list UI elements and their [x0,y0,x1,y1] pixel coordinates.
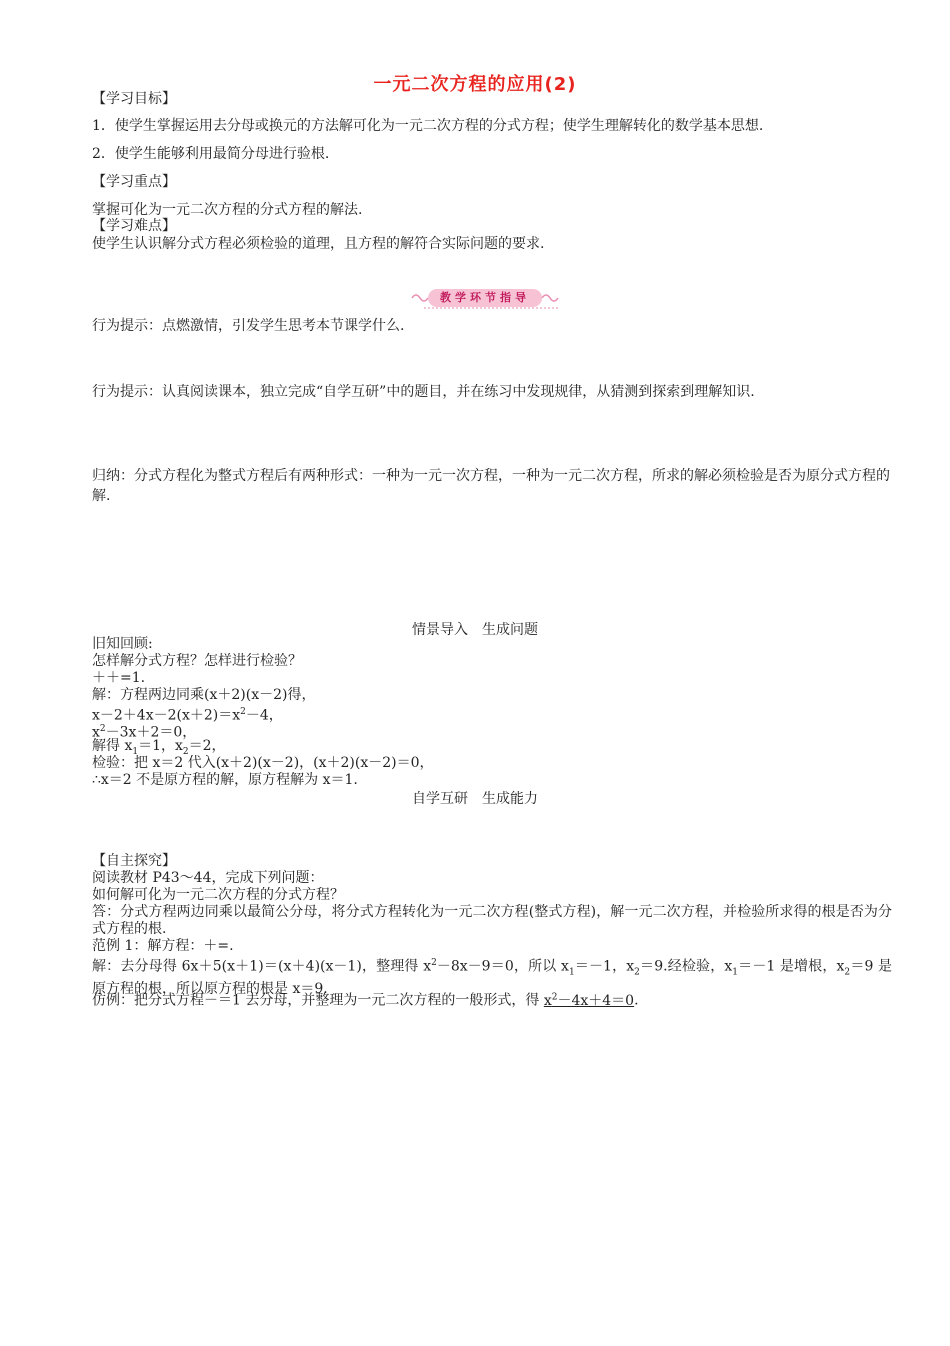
section-heading-study: 自学互研 生成能力 [412,791,538,807]
banner-label: 教学环节指导 [440,291,530,304]
review-solution: 解得 $x_1=1$，$x_2=2$， [92,738,226,757]
review-step-2: $x-2+4x-2(x+2)=x^2-4$， [92,707,283,724]
key-points-text: 掌握可化为一元二次方程的分式方程的解法. [92,202,363,218]
review-step-3: $x^2-3x+2=0$， [92,724,197,741]
review-conclusion: ∴x＝2 不是原方程的解，原方程解为 x＝1. [92,772,358,788]
review-check: 检验：把 x＝2 代入(x＋2)(x－2)，(x＋2)(x－2)＝0， [92,755,434,771]
behavior-hint-1: 行为提示：点燃激情，引发学生思考本节课学什么. [92,318,405,334]
section-banner [410,286,560,310]
self-explore-heading: 【自主探究】 [92,853,176,869]
example-1: 范例 1：解方程：＋=. [92,938,234,954]
difficulty-heading: 【学习难点】 [92,218,176,234]
read-textbook: 阅读教材 P43～44，完成下列问题： [92,870,324,886]
explore-question: 如何解可化为一元二次方程的分式方程？ [92,887,344,903]
summary-text: 归纳：分式方程化为整式方程后有两种形式：一种为一元一次方程，一种为一元二次方程，所求的解必须检验是否为原分式方程的解. [92,468,890,504]
objectives-heading: 【学习目标】 [92,91,176,107]
review-equation: ＋＋=1. [92,670,146,686]
key-points-heading: 【学习重点】 [92,174,176,190]
review-step-1: 解：方程两边同乘(x＋2)(x－2)得， [92,687,316,703]
imitate-example: 仿例：把分式方程－＝1 去分母，并整理为一元二次方程的一般形式，得 $x^2-4x+4=0$. [92,992,639,1009]
review-label: 旧知回顾: [92,636,153,652]
page-title: 一元二次方程的应用(2) [373,74,577,95]
review-question: 怎样解分式方程？怎样进行检验？ [92,653,302,669]
example-solution: 解：去分母得 6x＋5(x＋1)＝(x＋4)(x－1)，整理得 $x^2-8x-9=0$，所以 $x_1=-1$，$x_2=9$.经检验，$x_1=-1$ 是增根，$x_2=9$ 是原方程的根，所以原方程的根是 x＝9. [92,958,893,998]
objective-item-2: 2．使学生能够利用最简分母进行验根. [92,146,330,162]
section-heading-intro: 情景导入 生成问题 [412,622,538,638]
objective-item-1: 1．使学生掌握运用去分母或换元的方法解可化为一元二次方程的分式方程；使学生理解转化的数学基本思想. [92,118,764,134]
behavior-hint-2: 行为提示：认真阅读课本，独立完成“自学互研”中的题目，并在练习中发现规律，从猜测到探索到理解知识. [92,384,755,400]
imitate-answer: $x^2-4x+4=0$ [543,992,635,1009]
explore-answer: 答：分式方程两边同乘以最简公分母，将分式方程转化为一元二次方程(整式方程)，解一元二次方程，并检验所求得的根是否为分式方程的根. [92,904,892,937]
difficulty-text: 使学生认识解分式方程必须检验的道理，且方程的解符合实际问题的要求. [92,236,545,252]
